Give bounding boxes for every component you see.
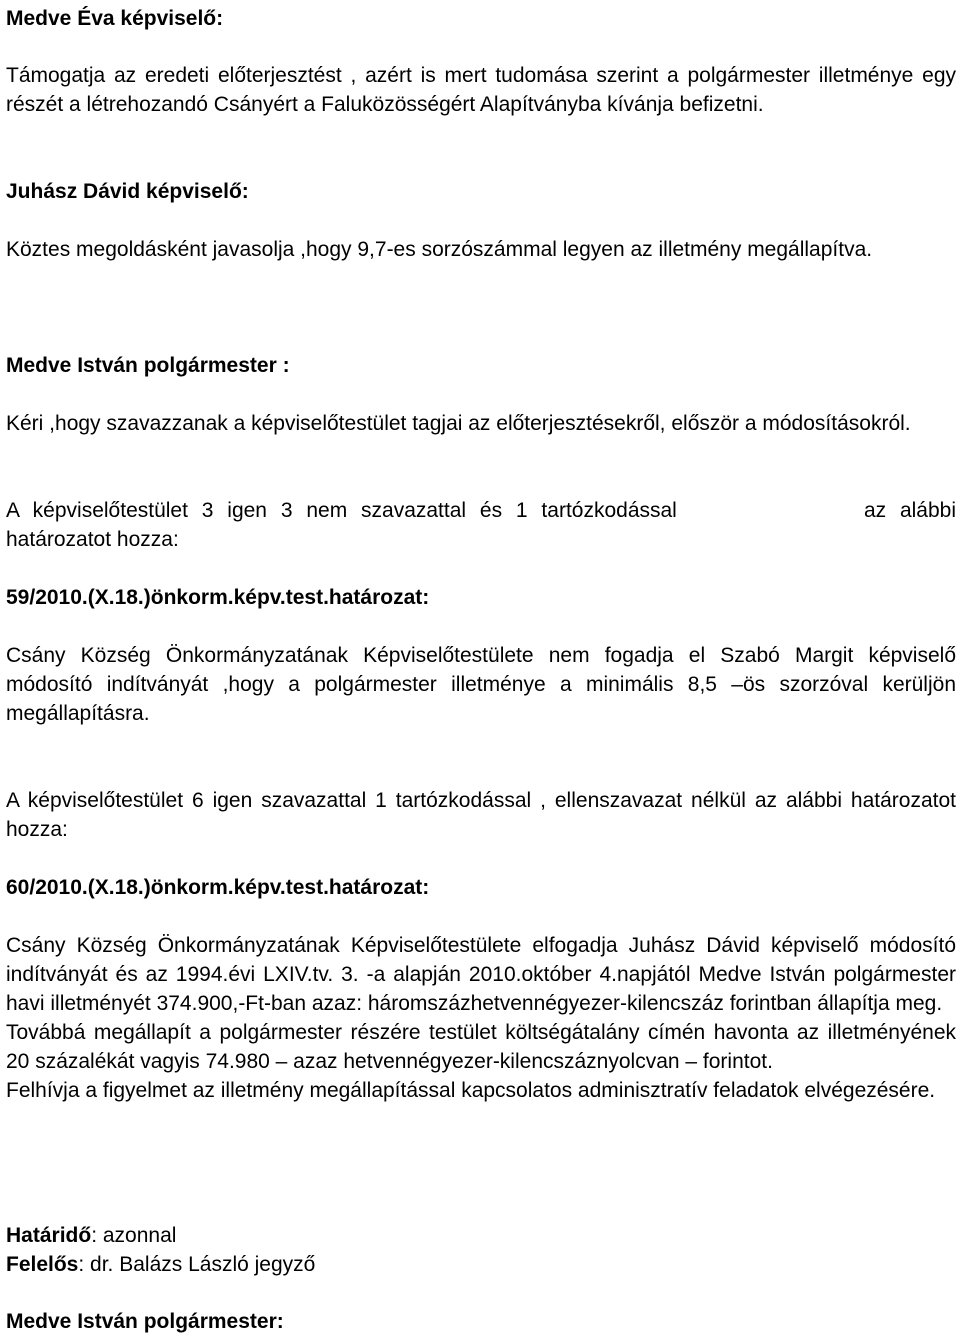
paragraph-juhasz-david: Köztes megoldásként javasolja ,hogy 9,7-es sorzószámmal legyen az illetmény megállapítva. [6, 238, 873, 261]
resolution-60-paragraph-3: Felhívja a figyelmet az illetmény megállapítással kapcsolatos adminisztratív feladatok elvégezésére. [6, 1079, 936, 1102]
responsible-value: : dr. Balázs László jegyző [78, 1253, 316, 1276]
deadline-line [6, 1221, 956, 1250]
vote-statement-1 [6, 496, 956, 554]
resolution-60-paragraph-2: Továbbá megállapít a polgármester részére testület költségátalány címén havonta az illetményének 20 százalékát vagyis 74.980 – azaz hetvennégyezer-kilencszáznyolcvan – forintot. [6, 1021, 956, 1073]
resolution-59-text: Csány Község Önkormányzatának Képviselőtestülete nem fogadja el Szabó Margit képviselő módosító indítványát ,hogy a polgármester illetménye a minimális 8,5 –ös szorzóval kerüljön megállapításra. [6, 644, 956, 725]
vote-statement-1-text: A képviselőtestület 3 igen 3 nem szavazattal és 1 tartózkodással [6, 499, 677, 522]
deadline-value: : azonnal [91, 1224, 177, 1247]
vote-statement-1-line2: határozatot hozza: [6, 528, 179, 551]
speaker-heading-medve-istvan: Medve István polgármester : [6, 354, 290, 377]
resolution-60-paragraph-1: Csány Község Önkormányzatának Képviselőtestülete elfogadja Juhász Dávid képviselő módosító indítványát és az 1994.évi LXIV.tv. 3. -a alapján 2010.október 4.napjától Medve István polgármester havi illetményét 374.900,-Ft-ban azaz: háromszázhetvennégyezer-kilencszáz forintban állapítja meg. [6, 934, 956, 1015]
responsible-line [6, 1250, 956, 1279]
speaker-heading-juhasz-david: Juhász Dávid képviselő: [6, 180, 249, 203]
vote-statement-1-right: az alábbi [863, 499, 956, 522]
deadline-label: Határidő [6, 1224, 92, 1247]
speaker-heading-medve-eva: Medve Éva képviselő: [6, 7, 224, 30]
resolution-60-body [6, 931, 956, 1105]
vote-statement-2: A képviselőtestület 6 igen szavazattal 1 tartózkodással , ellenszavazat nélkül az alábbi határozatot hozza: [6, 789, 956, 841]
resolution-59-title: 59/2010.(X.18.)önkorm.képv.test.határozat: [6, 586, 430, 609]
responsible-label: Felelős [6, 1253, 79, 1276]
paragraph-medve-istvan: Kéri ,hogy szavazzanak a képviselőtestület tagjai az előterjesztésekről, először a módosításokról. [6, 412, 911, 435]
paragraph-medve-eva: Támogatja az eredeti előterjesztést , azért is mert tudomása szerint a polgármester illetménye egy részét a létrehozandó Csányért a Faluközösségért Alapítványba kívánja befizetni. [6, 64, 956, 116]
resolution-60-title: 60/2010.(X.18.)önkorm.képv.test.határozat: [6, 876, 430, 899]
speaker-heading-medve-istvan-2: Medve István polgármester: [6, 1310, 284, 1333]
